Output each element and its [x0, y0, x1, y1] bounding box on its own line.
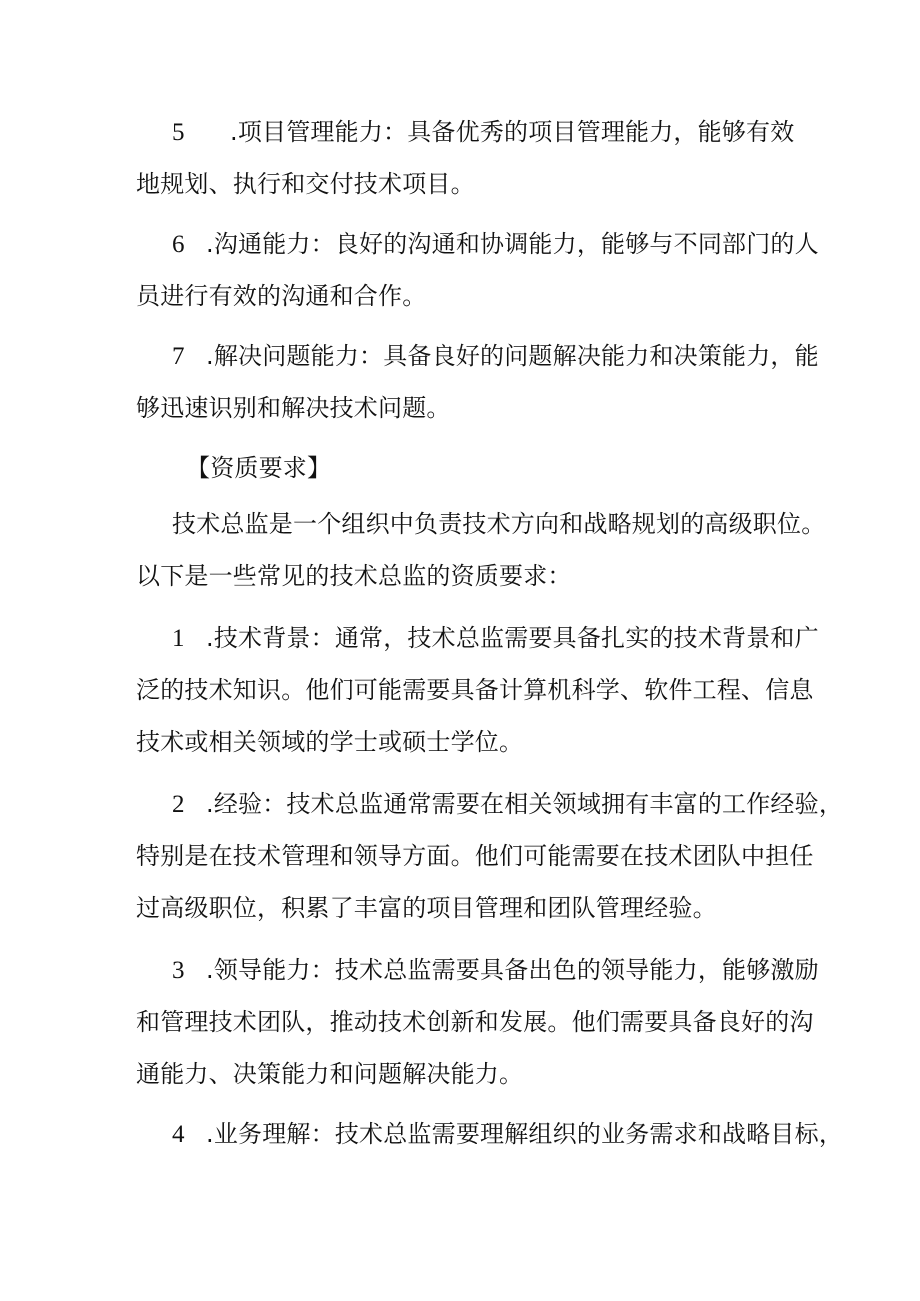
section-heading-text: 【资质要求】: [186, 454, 332, 482]
item-text-line: 员进行有效的沟通和合作。: [136, 282, 427, 310]
item-text-line: .解决问题能力：具备良好的问题解决能力和决策能力，能: [206, 342, 819, 370]
list-item-7: [136, 330, 819, 434]
item-text-line: 泛的技术知识。他们可能需要具备计算机科学、软件工程、信息: [136, 676, 814, 704]
list-item-5: [136, 106, 808, 210]
item-text-line: 技术或相关领域的学士或硕士学位。: [136, 728, 524, 756]
item-text-line: .沟通能力：良好的沟通和协调能力，能够与不同部门的人: [206, 230, 819, 258]
item-number: 4: [172, 1121, 185, 1148]
item-number: 1: [172, 625, 185, 652]
item-text-line: 通能力、决策能力和问题解决能力。: [136, 1060, 524, 1088]
item-text-line: .业务理解：技术总监需要理解组织的业务需求和战略目标，: [206, 1120, 844, 1148]
intro-paragraph: [136, 498, 826, 602]
list-item-1: [136, 612, 819, 768]
list-item-4: [136, 1108, 844, 1160]
intro-text-line: 以下是一些常见的技术总监的资质要求：: [136, 562, 572, 590]
item-text-line: 地规划、执行和交付技术项目。: [136, 170, 475, 198]
list-item-6: [136, 218, 819, 322]
item-number: 5: [172, 119, 185, 146]
item-number: 3: [172, 957, 185, 984]
section-heading: [186, 442, 858, 494]
item-text-line: 够迅速识别和解决技术问题。: [136, 394, 451, 422]
item-text-line: .经验：技术总监通常需要在相关领域拥有丰富的工作经验，: [206, 790, 844, 818]
intro-text-line: 技术总监是一个组织中负责技术方向和战略规划的高级职位。: [172, 510, 826, 538]
item-number: 6: [172, 231, 185, 258]
item-text-line: 过高级职位，积累了丰富的项目管理和团队管理经验。: [136, 894, 717, 922]
list-item-2: [136, 778, 844, 934]
item-text-line: .领导能力：技术总监需要具备出色的领导能力，能够激励: [206, 956, 819, 984]
item-text-line: .技术背景：通常，技术总监需要具备扎实的技术背景和广: [206, 624, 819, 652]
item-number: 7: [172, 343, 185, 370]
list-item-3: [136, 944, 819, 1100]
item-text-line: .项目管理能力：具备优秀的项目管理能力，能够有效: [230, 118, 795, 146]
item-number: 2: [172, 791, 185, 818]
item-text-line: 和管理技术团队，推动技术创新和发展。他们需要具备良好的沟: [136, 1008, 814, 1036]
item-text-line: 特别是在技术管理和领导方面。他们可能需要在技术团队中担任: [136, 842, 814, 870]
